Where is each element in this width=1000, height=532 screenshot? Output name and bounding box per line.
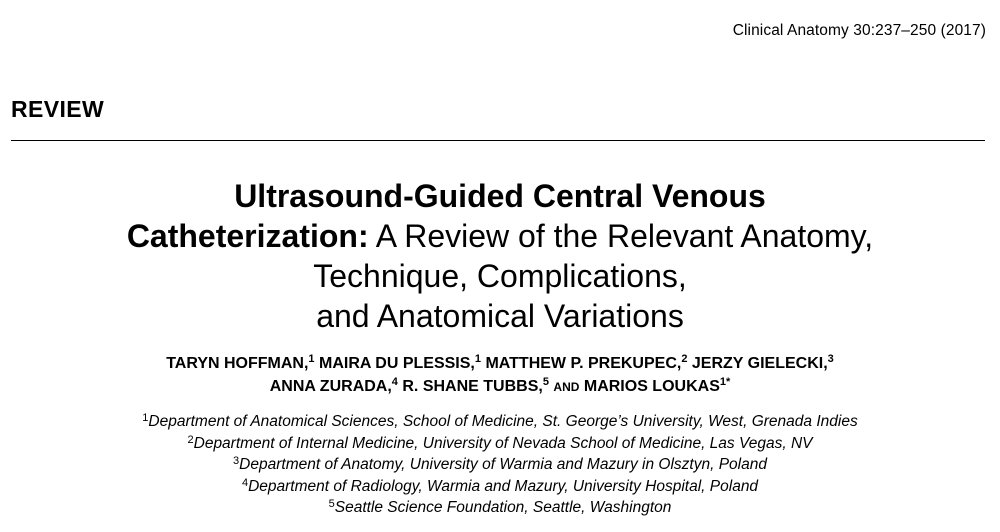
section-label: REVIEW bbox=[11, 96, 105, 122]
affiliation-number: 3 bbox=[233, 455, 240, 467]
author-name: MATTHEW P. PREKUPEC, bbox=[485, 355, 682, 372]
author-name: ANNA ZURADA, bbox=[269, 378, 392, 395]
affiliation-item bbox=[0, 411, 1000, 433]
author-line-1 bbox=[0, 352, 1000, 375]
author-affiliation-mark: 1 bbox=[474, 353, 481, 365]
title-subtitle-part-1: A Review of the Relevant Anatomy, bbox=[368, 218, 874, 254]
title-line-1 bbox=[0, 176, 1000, 216]
author-name: R. SHANE TUBBS, bbox=[402, 378, 543, 395]
title-line-4: and Anatomical Variations bbox=[316, 298, 684, 334]
affiliation-item bbox=[0, 454, 1000, 476]
affiliation-number: 2 bbox=[187, 433, 194, 446]
header-divider bbox=[11, 140, 985, 141]
author-affiliation-mark: 1* bbox=[719, 376, 731, 388]
author-list bbox=[0, 352, 1000, 399]
affiliation-text: Seattle Science Foundation, Seattle, Washington bbox=[334, 499, 672, 516]
affiliation-text: Department of Anatomical Sciences, School of Medicine, St. George’s University, West, Grenada Indies bbox=[148, 413, 858, 430]
author-name: JERZY GIELECKI, bbox=[691, 355, 828, 372]
author-name: MAIRA DU PLESSIS, bbox=[319, 355, 475, 372]
author-affiliation-mark: 1 bbox=[308, 353, 315, 365]
author-affiliation-mark: 4 bbox=[391, 376, 398, 388]
article-title bbox=[0, 176, 1000, 336]
affiliation-item bbox=[0, 497, 1000, 519]
affiliation-number: 1 bbox=[142, 412, 149, 424]
author-affiliation-mark: 2 bbox=[681, 353, 688, 365]
affiliation-list bbox=[0, 411, 1000, 519]
journal-reference: Clinical Anatomy 30:237–250 (2017) bbox=[732, 22, 986, 39]
author-line-2 bbox=[0, 375, 1000, 399]
affiliation-text: Department of Radiology, Warmia and Mazury, University Hospital, Poland bbox=[248, 477, 759, 495]
affiliation-text: Department of Internal Medicine, University of Nevada School of Medicine, Las Vegas, NV bbox=[193, 434, 813, 452]
affiliation-item bbox=[0, 433, 1000, 455]
author-name: TARYN HOFFMAN, bbox=[166, 355, 309, 372]
author-name: MARIOS LOUKAS bbox=[583, 378, 720, 395]
author-affiliation-mark: 3 bbox=[827, 353, 834, 365]
title-bold-part-1: Ultrasound-Guided Central Venous bbox=[234, 178, 766, 214]
affiliation-number: 5 bbox=[328, 498, 335, 510]
affiliation-number: 4 bbox=[241, 476, 249, 489]
author-affiliation-mark: 5 bbox=[542, 376, 549, 388]
title-line-3: Technique, Complications, bbox=[313, 258, 687, 294]
affiliation-item bbox=[0, 476, 1000, 498]
author-conjunction: AND bbox=[553, 380, 580, 394]
title-bold-part-2: Catheterization: bbox=[126, 218, 369, 254]
affiliation-text: Department of Anatomy, University of Warmia and Mazury in Olsztyn, Poland bbox=[239, 456, 767, 473]
title-line-2 bbox=[0, 216, 1000, 256]
